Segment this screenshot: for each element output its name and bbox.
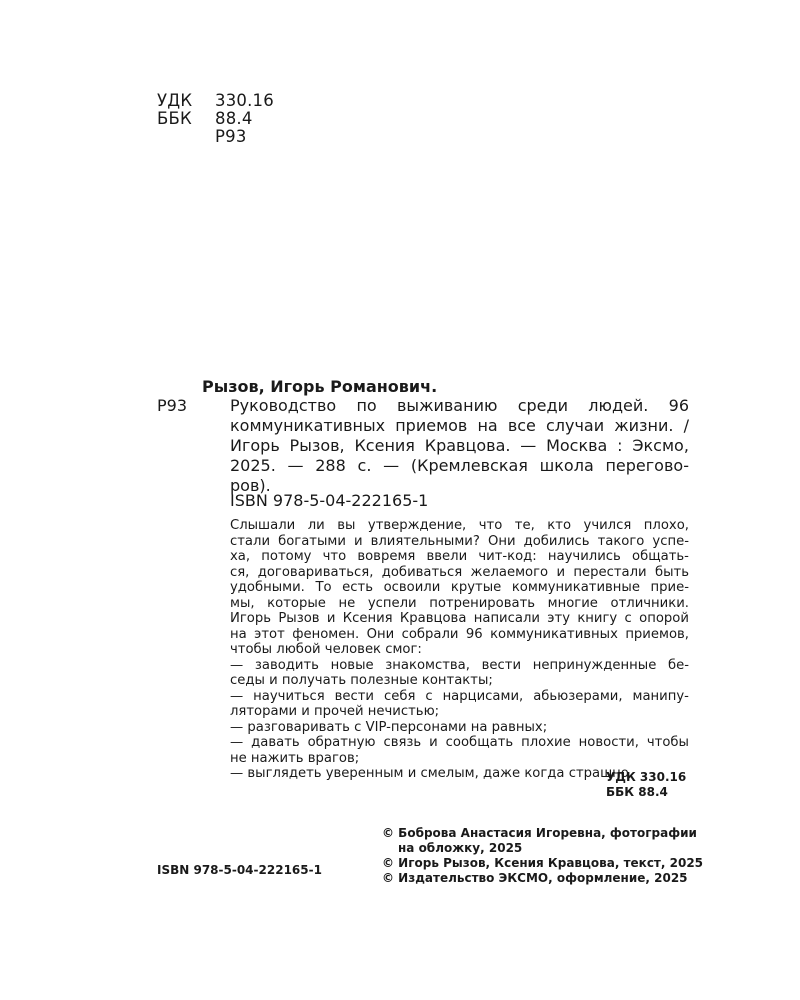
- annotation-line: — разговаривать с VIP-персонами на равных;: [230, 719, 548, 735]
- cutter-row: [157, 128, 274, 146]
- cutter-code: Р93: [215, 127, 247, 146]
- classification-block: [157, 92, 274, 146]
- entry-cutter-code: Р93: [157, 396, 188, 415]
- annotation-line: — заводить новые знакомства, вести непринужденные бе-: [230, 657, 689, 673]
- copyright-block: [382, 826, 703, 886]
- isbn-bottom: ISBN 978-5-04-222165-1: [157, 863, 322, 877]
- annotation-line: — научиться вести себя с нарцисами, абьюзерами, манипу-: [230, 688, 689, 704]
- copyright-text-line: © Игорь Рызов, Ксения Кравцова, текст, 2025: [382, 856, 704, 870]
- entry-line: коммуникативных приемов на все случаи жизни. /: [230, 416, 689, 435]
- copyright-photo-line-cont: на обложку, 2025: [398, 841, 523, 855]
- annotation-line: — давать обратную связь и сообщать плохие новости, чтобы: [230, 735, 689, 750]
- entry-isbn: ISBN 978-5-04-222165-1: [230, 491, 429, 510]
- bbk-row: [157, 110, 274, 128]
- annotation-line: не нажить врагов;: [230, 750, 360, 766]
- udk-label: УДК: [157, 91, 193, 110]
- entry-line: ров).: [230, 476, 271, 495]
- entry-line: 2025. — 288 с. — (Кремлевская школа перегово-: [230, 456, 689, 475]
- bbk-value: 88.4: [215, 109, 253, 128]
- annotation: [230, 518, 689, 782]
- author-heading: Рызов, Игорь Романович.: [202, 377, 438, 396]
- annotation-line: на этот феномен. Они собрали 96 коммуникативных приемов,: [230, 626, 689, 642]
- annotation-line: мы, которые не успели потренировать многие отличники.: [230, 595, 689, 611]
- annotation-line: — выглядеть уверенным и смелым, даже когда страшно.: [230, 766, 634, 781]
- annotation-line: удобными. То есть освоили крутые коммуникативные прие-: [230, 580, 689, 595]
- copyright-photo-line: © Боброва Анастасия Игоревна, фотографии: [382, 826, 697, 840]
- udk-value: 330.16: [215, 91, 274, 110]
- udk-row: [157, 92, 274, 110]
- copyright-design-line: © Издательство ЭКСМО, оформление, 2025: [382, 871, 688, 885]
- annotation-line: ха, потому что вовремя ввели чит-код: научились общать-: [230, 549, 689, 564]
- bbk-label: ББК: [157, 109, 192, 128]
- udk-code: УДК 330.16: [606, 770, 687, 784]
- annotation-line: чтобы любой человек смог:: [230, 642, 422, 657]
- annotation-line: ляторами и прочей нечистью;: [230, 704, 440, 719]
- annotation-line: седы и получать полезные контакты;: [230, 673, 493, 688]
- annotation-line: ся, договариваться, добиваться желаемого и перестали быть: [230, 564, 689, 580]
- annotation-line: Слышали ли вы утверждение, что те, кто учился плохо,: [230, 518, 689, 533]
- bibliographic-description: [230, 396, 689, 496]
- bbk-code: ББК 88.4: [606, 785, 668, 799]
- entry-line: Игорь Рызов, Ксения Кравцова. — Москва : Эксмо,: [230, 436, 689, 455]
- entry-line: Руководство по выживанию среди людей. 96: [230, 396, 689, 415]
- classification-codes-right: [606, 770, 686, 800]
- annotation-line: Игорь Рызов и Ксения Кравцова написали эту книгу с опорой: [230, 611, 689, 626]
- annotation-line: стали богатыми и влиятельными? Они добились такого успе-: [230, 533, 689, 549]
